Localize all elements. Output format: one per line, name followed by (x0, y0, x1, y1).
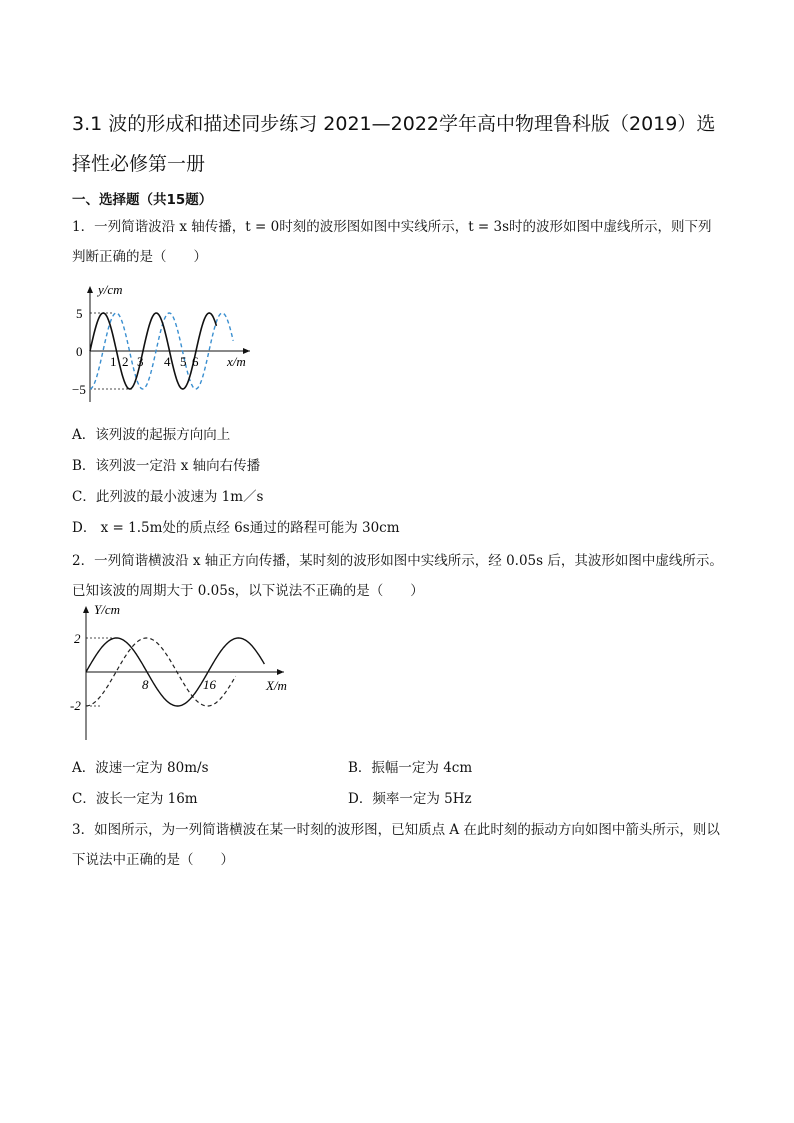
q1-x-label: x/m (227, 354, 246, 369)
question-2-option-d[interactable]: D．频率一定为 5Hz (348, 791, 472, 807)
question-1-option-d[interactable]: D． x = 1.5m处的质点经 6s通过的路程可能为 30cm (72, 520, 400, 536)
question-1-text: 1．一列简谐波沿 x 轴传播，t = 0时刻的波形图如图中实线所示，t = 3s时的波形如图中虚线所示，则下列判断正确的是（ ） (72, 219, 712, 265)
q2-y-tick: -2 (70, 698, 81, 713)
q1-y-tick: 0 (76, 344, 83, 359)
q1-x-tick: 1 (110, 354, 117, 369)
section-heading: 一、选择题（共15题） (72, 192, 213, 208)
question-2-option-a[interactable]: A．波速一定为 80m/s (72, 760, 209, 776)
q2-x-tick: 8 (142, 677, 149, 692)
q1-y-tick: 5 (76, 306, 83, 321)
question-1-option-c[interactable]: C．此列波的最小波速为 1m／s (72, 489, 264, 505)
question-1-option-a[interactable]: A．该列波的起振方向向上 (72, 427, 231, 443)
question-1-wave-figure (72, 280, 272, 410)
q2-y-label: Y/cm (94, 602, 120, 617)
q1-y-arrow (87, 286, 93, 293)
question-2-option-c[interactable]: C．波长一定为 16m (72, 791, 198, 807)
q2-y-arrow (83, 606, 89, 613)
question-2-text: 2．一列简谐横波沿 x 轴正方向传播，某时刻的波形如图中实线所示，经 0.05s 后，其波形如图中虚线所示。已知该波的周期大于 0.05s，以下说法不正确的是（ ） (72, 553, 723, 599)
q2-x-label: X/m (266, 678, 287, 693)
question-3-text: 3．如图所示，为一列简谐横波在某一时刻的波形图，已知质点 A 在此时刻的振动方向如图中箭头所示，则以下说法中正确的是（ ） (72, 822, 720, 868)
question-2-option-b[interactable]: B．振幅一定为 4cm (348, 760, 473, 776)
q1-x-tick: 2 (122, 354, 129, 369)
question-2-wave-figure (70, 600, 300, 745)
q1-x-tick: 3 (137, 354, 144, 369)
q1-x-tick: 6 (192, 354, 199, 369)
q1-x-tick: 5 (180, 354, 187, 369)
question-1-option-b[interactable]: B．该列波一定沿 x 轴向右传播 (72, 458, 261, 474)
page-title: 3.1 波的形成和描述同步练习 2021—2022学年高中物理鲁科版（2019）选择性必修第一册 (72, 113, 716, 175)
q1-y-tick: −5 (72, 382, 86, 397)
q2-x-tick: 16 (203, 677, 216, 692)
q1-x-tick: 4 (164, 354, 171, 369)
q2-x-arrow (277, 669, 284, 675)
q1-y-label: y/cm (98, 282, 123, 297)
q2-y-tick: 2 (74, 631, 81, 646)
